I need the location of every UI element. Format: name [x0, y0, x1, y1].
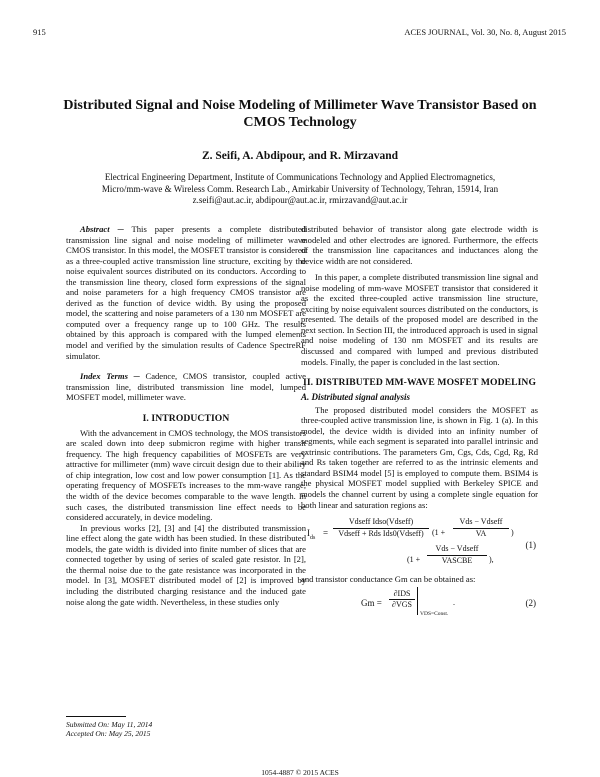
eq2-numerator: ∂IDS [393, 588, 411, 598]
eq2-fraction [389, 589, 415, 611]
index-terms [66, 371, 306, 403]
eq1-lhs: $I_{ds}$ [307, 528, 316, 541]
eq1-multiplier: (1 + [432, 528, 446, 538]
footnote-rule [66, 716, 126, 717]
eq2-eval-bar [417, 587, 418, 615]
subsection-a-heading: A. Distributed signal analysis [301, 392, 411, 403]
eq1-line2-fraction [427, 544, 487, 566]
right-paragraph-1: distributed behavior of transistor along gate electrode width is modeled and other electrodes are ignored. Furthermore, the effects of the transmission line capacitances and inductances along the device width are not considered. [301, 224, 538, 266]
affiliation-emails: z.seifi@aut.ac.ir, abdipour@aut.ac.ir, rmirzavand@aut.ac.ir [192, 195, 408, 205]
right-paragraph-3: The proposed distributed model considers the MOSFET as three-coupled active transmission line, is shown in Fig. 1 (a). In this model, the device width is divided into an infinity number of segments, while each segment is separated into parallel intrinsic and extrinsic contributions. The parameters Gm, Cgs, Cds, Cgd, Rg, Rd and Rs taken together are referred to as the intrinsic elements and standard BSIM4 model [5] is employed to compute them. BSIM4 is the physical MOSFET model supplied with Berkeley SPICE and models the channel current by using a complete single equation for both linear and saturation regions as: [301, 404, 538, 510]
journal-header: ACES JOURNAL, Vol. 30, No. 8, August 2015 [404, 27, 566, 37]
affiliation-line-2: Micro/mm-wave & Wireless Comm. Research Lab., Amirkabir University of Technology, Tehran, 15914, Iran [101, 183, 499, 194]
eq2-lhs: Gm = [361, 597, 382, 608]
eq1-equals: = [323, 528, 329, 539]
eq1-paren-fraction [453, 517, 509, 539]
right-column [301, 224, 538, 623]
index-terms-label: Index Terms ─ [80, 371, 140, 382]
page-number: 915 [33, 27, 46, 37]
eq1-line2-denominator: VASCBE [441, 555, 473, 565]
intro-heading: I. INTRODUCTION [142, 412, 230, 424]
eq1-number: (1) [525, 540, 536, 551]
right-paragraph-4: and transistor conductance Gm can be obtained as: [301, 574, 476, 585]
abstract-text: This paper presents a complete distributed transmission line signal and noise modeling of millimeter wave CMOS transistor. In this model, the MOSFET transistor is considered as a three-coupled active transmission line structure, exciting by the noise equivalent sources distributed on its conductors. According to the transmission line theory, closed form expressions of the signal and noise parameters for a high frequency CMOS transistor are derived as the function of device width. By using the proposed model, the scattering and noise parameters of a 130 nm MOSFET are computed over a frequency range up to 100 GHz. The results obtained by this approach is compared with the lumped elements model and verified by the simulation results of Cadence SpectreRF simulator. [66, 224, 307, 361]
affiliation-line-1: Electrical Engineering Department, Institute of Communications Technology and Applied Electromagnetics, [104, 172, 496, 182]
abstract [66, 224, 306, 361]
eq1-numerator: Vdseff Idso(Vdseff) [348, 517, 414, 527]
accepted-date: Accepted On: May 25, 2015 [66, 729, 151, 738]
left-column [66, 224, 306, 607]
eq1-paren-denominator: VA [475, 528, 487, 538]
affiliation [40, 172, 560, 207]
eq2-number: (2) [525, 597, 536, 608]
eq1-line2-open: (1 + [407, 555, 421, 565]
eq1-line2-close: ), [489, 555, 494, 565]
footnote [66, 720, 152, 738]
page-footer: 1054-4887 © 2015 ACES [261, 768, 339, 777]
right-paragraph-2: In this paper, a complete distributed transmission line signal and noise modeling of mm-wave MOSFET transistor that considered it as the excited three-coupled active transmission line structure, exciting by noise equivalent sources distributed on the conductors, is presented. The details of the proposed model are described in the next section. In Section III, the introduced approach is used in signal and noise modeling of 130 nm MOSFET and its results are discussed and compared with lumped and previous distributed models. Finally, the paper is concluded in the last section. [301, 272, 538, 367]
section-2-heading: II. DISTRIBUTED MM-WAVE MOSFET MODELING [302, 377, 537, 389]
index-terms-text: Cadence, CMOS transistor, coupled active transmission line, distributed transmission line model, lumped MOSFET model, millimeter wave. [66, 371, 306, 403]
abstract-label: Abstract ─ [80, 224, 124, 234]
eq1-paren-numerator: Vds − Vdseff [459, 517, 503, 527]
eq1-close-paren: ) [511, 528, 514, 538]
equation-2 [301, 587, 538, 621]
intro-paragraph-1: With the advancement in CMOS technology, the MOS transistors are scaled down into deep submicron regime with higher transit frequency. The high frequency capabilities of MOSFETs are very attractive for millimeter (mm) wave circuit design due to their ability of chip integration, low cost and low power consumption [1]. As the operating frequency of MOSFETs increases to the mm-wave range, the width of the device becomes comparable to the wave length. In such cases, the distributed transmission line effect needs to be considered accurately, in device modeling. [66, 427, 306, 523]
intro-paragraph-2: In previous works [2], [3] and [4] the distributed transmission line effect along the gate width has been studied. In these distributed models, the gate width is divided into finite number of slices that are connected together by using of series of scaled gate resistor. In [2], the thermal noise due to the gate resistance was incorporated in the model. In [3], MOSFET distributed model of [2] is improved by including the distributed charging resistance and the induced gate noise along the gate width. Nevertheless, in these studies only [66, 522, 306, 607]
eq1-line2-numerator: Vds − Vdseff [435, 544, 479, 554]
paper-title: Distributed Signal and Noise Modeling of Millimeter Wave Transistor Based on CMOS Technology [63, 98, 537, 130]
equation-1 [301, 514, 538, 572]
eq1-denominator: Vdseff + Rds Ids0(Vdseff) [338, 528, 424, 538]
submitted-date: Submitted On: May 11, 2014 [66, 720, 153, 729]
eq2-condition: VDS=Const. [420, 610, 449, 617]
eq1-fraction [333, 517, 429, 539]
eq2-denominator: ∂VGS [392, 600, 412, 610]
eq2-period: . [453, 597, 455, 607]
paper-authors: Z. Seifi, A. Abdipour, and R. Mirzavand [201, 150, 399, 162]
